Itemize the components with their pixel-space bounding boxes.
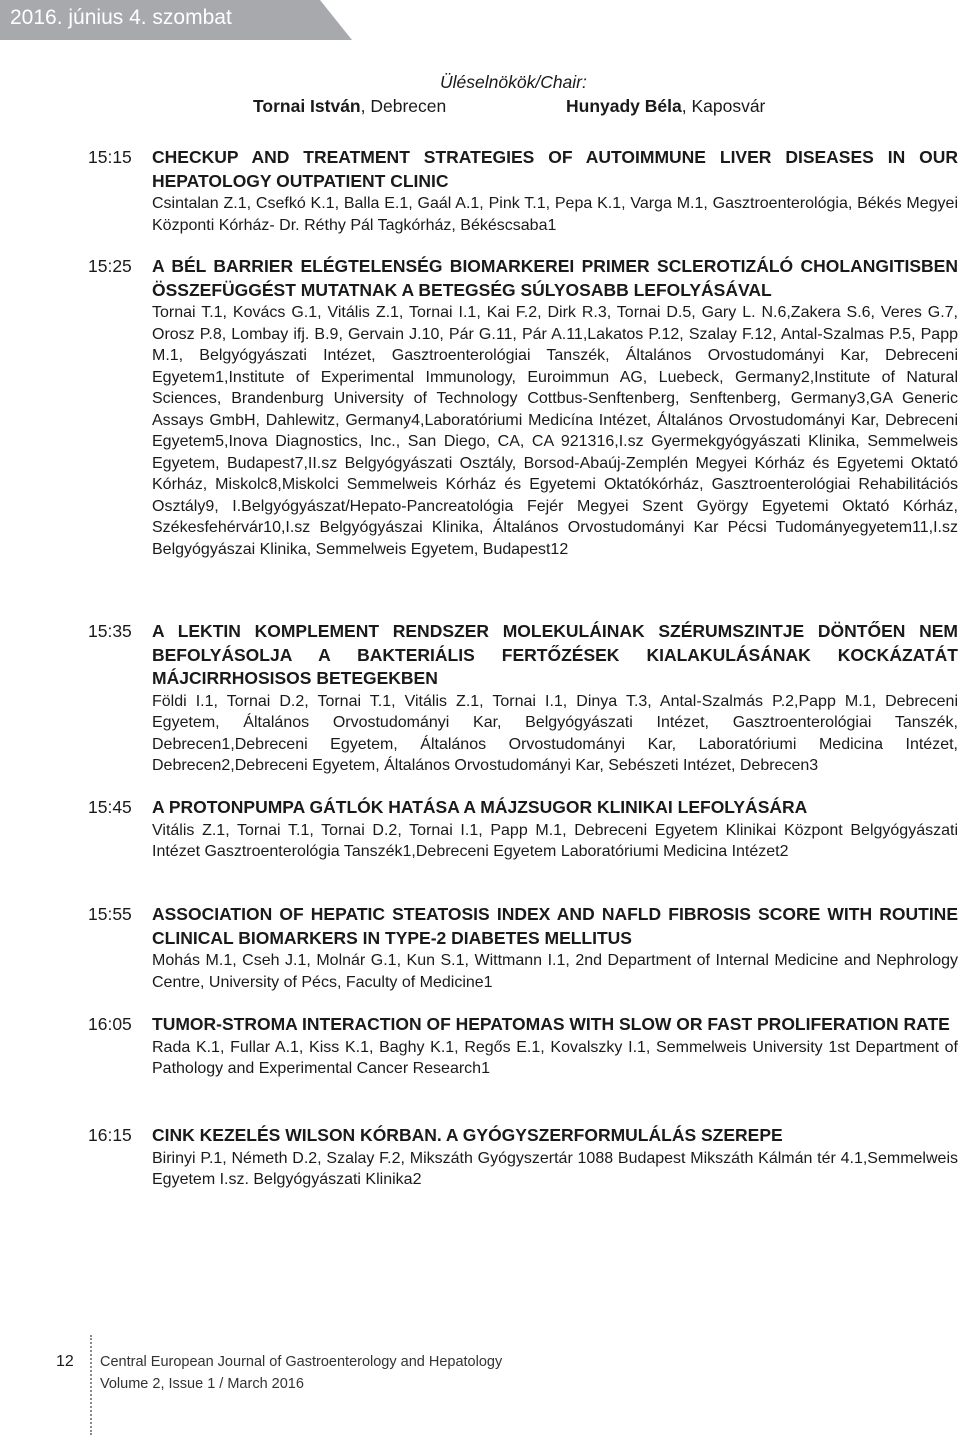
journal-issue: Volume 2, Issue 1 / March 2016 [100, 1376, 304, 1392]
header-date-tab [0, 0, 352, 40]
session-authors: Mohás M.1, Cseh J.1, Molnár G.1, Kun S.1, Wittmann I.1, 2nd Department of Internal Medicine and Nephrology Centre, University of Pécs, Faculty of Medicine1 [152, 952, 958, 991]
session-title: ASSOCIATION OF HEPATIC STEATOSIS INDEX AND NAFLD FIBROSIS SCORE WITH ROUTINE CLINICAL BIOMARKERS IN TYPE-2 DIABETES MELLITUS [152, 904, 958, 948]
session-time: 15:35 [88, 621, 132, 641]
page-number: 12 [56, 1353, 74, 1370]
chair-2 [566, 96, 765, 117]
session-title: CINK KEZELÉS WILSON KÓRBAN. A GYÓGYSZERFORMULÁLÁS SZEREPE [152, 1125, 783, 1145]
session-title: CHECKUP AND TREATMENT STRATEGIES OF AUTOIMMUNE LIVER DISEASES IN OUR HEPATOLOGY OUTPATIENT CLINIC [152, 147, 958, 191]
journal-name: Central European Journal of Gastroenterology and Hepatology [100, 1354, 503, 1370]
session-title: TUMOR-STROMA INTERACTION OF HEPATOMAS WITH SLOW OR FAST PROLIFERATION RATE [152, 1014, 950, 1034]
session-authors: Tornai T.1, Kovács G.1, Vitális Z.1, Tornai I.1, Kai F.2, Dirk R.3, Tornai D.5, Gary L. N.6,Zakera S.6, Veres G.7, Orosz P.8, Lombay ifj. B.9, Gervain J.10, Pár G.11, Pár A.11,Lakatos P.12, Szalay F.12, Antal-Szalmas P.5, Papp M.1, Belgyógyászati Intézet, Gasztroenterológiai Tanszék, Általános Orvostudományi Kar, Debreceni Egyetem1,Institute of Experimental Immunology, Euroimmun AG, Luebeck, Germany2,Institute of Natural Sciences, Brandenburg University of Technology Cottbus-Senftenberg, Senftenberg, Germany3,GA Generic Assays GmbH, Dahlewitz, Germany4,Laboratóriumi Medicína Intézet, Általános Orvostudományi Kar, Debreceni Egyetem5,Inova Diagnostics, Inc., San Diego, CA, CA 921316,I.sz Gyermekgyógyászati Klinika, Semmelweis Egyetem, Budapest7,II.sz Belgyógyászati Osztály, Borsod-Abaúj-Zemplén Megyei Kórház és Egyetemi Oktató Kórház, Miskolc8,Miskolci Semmelweis Kórház és Egyetemi Oktatókórház, Gasztroenterológiai Rehabilitációs Osztály9, I.Belgyógyászat/Hepato-Pancreatológia Fejér Megyei Szent György Egyetemi Oktató Kórház, Székesfehérvár10,I.sz Belgyógyászai Klinika, Általános Orvostudományi Kar Pécsi Tudományegyetem11,I.sz Belgyógyászai Klinika, Semmelweis Egyetem, Budapest12 [152, 304, 958, 558]
chair-2-name: Hunyady Béla [566, 96, 682, 116]
chair-1 [253, 96, 446, 117]
session-entry [152, 146, 958, 236]
session-authors: Birinyi P.1, Németh D.2, Szalay F.2, Mikszáth Gyógyszertár 1088 Budapest Mikszáth Kálmán tér 4.1,Semmelweis Egyetem I.sz. Belgyógyászati Klinika2 [152, 1149, 958, 1188]
session-entry [152, 620, 958, 777]
chairs-label: Üléselnökök/Chair: [440, 72, 587, 92]
session-time: 16:05 [88, 1014, 132, 1034]
session-time: 16:15 [88, 1125, 132, 1145]
session-authors: Vitális Z.1, Tornai T.1, Tornai D.2, Tornai I.1, Papp M.1, Debreceni Egyetem Klinikai Központ Belgyógyászati Intézet Gasztroenterológia Tanszék1,Debreceni Egyetem Laboratóriumi Medicina Intézet2 [152, 821, 958, 860]
session-entry [152, 903, 958, 993]
page-footer [0, 1335, 960, 1435]
session-authors: Rada K.1, Fullar A.1, Kiss K.1, Baghy K.1, Regős E.1, Kovalszky I.1, Semmelweis University 1st Department of Pathology and Experimental Cancer Research1 [152, 1038, 958, 1077]
chair-1-name: Tornai István [253, 96, 361, 116]
chair-1-city: , Debrecen [360, 96, 447, 116]
session-title: A PROTONPUMPA GÁTLÓK HATÁSA A MÁJZSUGOR KLINIKAI LEFOLYÁSÁRA [152, 797, 808, 817]
header-date: 2016. június 4. szombat [10, 6, 232, 29]
session-time: 15:45 [88, 797, 132, 817]
session-title: A BÉL BARRIER ELÉGTELENSÉG BIOMARKEREI PRIMER SCLEROTIZÁLÓ CHOLANGITISBEN ÖSSZEFÜGGÉST MUTATNAK A BETEGSÉG SÚLYOSABB LEFOLYÁSÁVAL [152, 256, 958, 300]
chair-2-city: , Kaposvár [681, 96, 766, 116]
session-authors: Csintalan Z.1, Csefkó K.1, Balla E.1, Gaál A.1, Pink T.1, Pepa K.1, Varga M.1, Gasztroenterológia, Békés Megyei Központi Kórház- Dr. Réthy Pál Tagkórház, Békéscsaba1 [152, 195, 958, 234]
session-entry [152, 796, 958, 863]
journal-info [100, 1351, 502, 1395]
session-time: 15:15 [88, 147, 132, 167]
session-entry [152, 1124, 958, 1191]
session-time: 15:55 [88, 904, 132, 924]
session-entry [152, 1013, 958, 1080]
session-title: A LEKTIN KOMPLEMENT RENDSZER MOLEKULÁINAK SZÉRUMSZINTJE DÖNTŐEN NEM BEFOLYÁSOLJA A BAKTERIÁLIS FERTŐZÉSEK KIALAKULÁSÁNAK KOCKÁZATÁT MÁJCIRRHOSISOS BETEGEKBEN [152, 621, 958, 688]
session-entry [152, 255, 958, 560]
footer-divider [90, 1335, 92, 1435]
session-authors: Földi I.1, Tornai D.2, Tornai T.1, Vitális Z.1, Tornai I.1, Dinya T.3, Antal-Szalmás P.2,Papp M.1, Debreceni Egyetem, Általános Orvostudományi Kar, Belgyógyászati Intézet, Gasztroenterológiai Tanszék, Debrecen1,Debreceni Egyetem, Általános Orvostudományi Kar, Laboratóriumi Medicina Intézet, Debrecen2,Debreceni Egyetem, Általános Orvostudományi Kar, Sebészeti Intézet, Debrecen3 [152, 692, 958, 774]
session-time: 15:25 [88, 256, 132, 276]
